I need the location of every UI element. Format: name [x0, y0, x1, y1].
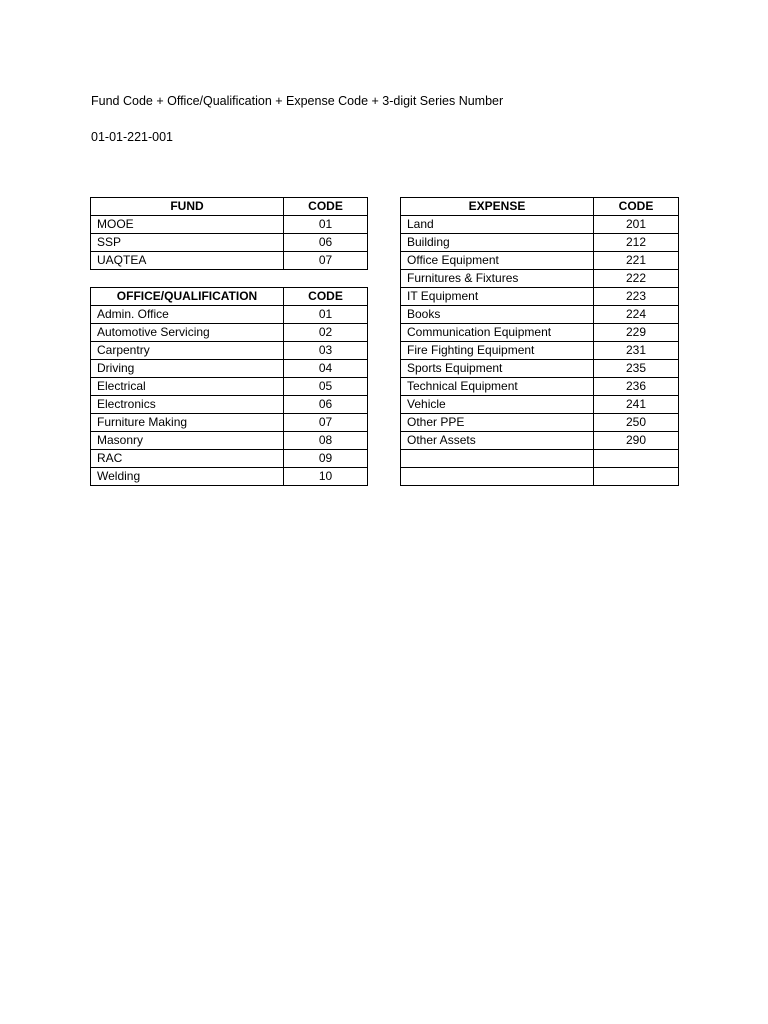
- office-code-cell: 10: [284, 468, 368, 486]
- column-header-expense: EXPENSE: [401, 198, 594, 216]
- expense-name-cell: Books: [401, 306, 594, 324]
- expense-name-cell: Fire Fighting Equipment: [401, 342, 594, 360]
- expense-name-cell: Other Assets: [401, 432, 594, 450]
- fund-name-cell: SSP: [91, 234, 284, 252]
- expense-code-cell: 212: [594, 234, 679, 252]
- expense-name-cell: Land: [401, 216, 594, 234]
- table-row: [401, 378, 679, 396]
- fund-code-cell: 01: [284, 216, 368, 234]
- fund-code-cell: 07: [284, 252, 368, 270]
- office-code-cell: 02: [284, 324, 368, 342]
- office-name-cell: Carpentry: [91, 342, 284, 360]
- fund-name-cell: MOOE: [91, 216, 284, 234]
- office-code-cell: 06: [284, 396, 368, 414]
- office-name-cell: Electronics: [91, 396, 284, 414]
- office-qualification-code-table: [90, 287, 368, 486]
- table-row: [401, 288, 679, 306]
- expense-name-cell: [401, 468, 594, 486]
- table-row: [401, 234, 679, 252]
- office-name-cell: Welding: [91, 468, 284, 486]
- column-header-code: CODE: [594, 198, 679, 216]
- expense-code-cell: 201: [594, 216, 679, 234]
- expense-name-cell: Furnitures & Fixtures: [401, 270, 594, 288]
- expense-name-cell: Communication Equipment: [401, 324, 594, 342]
- table-row: [91, 306, 368, 324]
- table-row: [91, 324, 368, 342]
- expense-code-cell: 236: [594, 378, 679, 396]
- expense-name-cell: Building: [401, 234, 594, 252]
- empty-table-row: [401, 450, 679, 468]
- expense-name-cell: Sports Equipment: [401, 360, 594, 378]
- table-header-row: [401, 198, 679, 216]
- table-header-row: [91, 288, 368, 306]
- expense-code-cell: 235: [594, 360, 679, 378]
- office-code-cell: 03: [284, 342, 368, 360]
- table-row: [91, 360, 368, 378]
- expense-code-cell: 241: [594, 396, 679, 414]
- office-code-cell: 05: [284, 378, 368, 396]
- expense-code-cell: [594, 450, 679, 468]
- table-row: [91, 468, 368, 486]
- office-code-cell: 01: [284, 306, 368, 324]
- expense-name-cell: IT Equipment: [401, 288, 594, 306]
- expense-name-cell: [401, 450, 594, 468]
- fund-name-cell: UAQTEA: [91, 252, 284, 270]
- office-name-cell: Admin. Office: [91, 306, 284, 324]
- table-row: [401, 270, 679, 288]
- column-header-code: CODE: [284, 288, 368, 306]
- empty-table-row: [401, 468, 679, 486]
- office-name-cell: Electrical: [91, 378, 284, 396]
- table-row: [401, 342, 679, 360]
- office-name-cell: Masonry: [91, 432, 284, 450]
- table-row: [401, 396, 679, 414]
- office-name-cell: RAC: [91, 450, 284, 468]
- fund-code-table: [90, 197, 368, 270]
- column-header-office-qualification: OFFICE/QUALIFICATION: [91, 288, 284, 306]
- table-row: [91, 432, 368, 450]
- office-name-cell: Driving: [91, 360, 284, 378]
- table-row: [401, 252, 679, 270]
- expense-name-cell: Technical Equipment: [401, 378, 594, 396]
- expense-code-cell: [594, 468, 679, 486]
- office-name-cell: Furniture Making: [91, 414, 284, 432]
- office-code-cell: 08: [284, 432, 368, 450]
- expense-code-cell: 224: [594, 306, 679, 324]
- office-name-cell: Automotive Servicing: [91, 324, 284, 342]
- office-code-cell: 09: [284, 450, 368, 468]
- table-row: [91, 252, 368, 270]
- expense-code-cell: 290: [594, 432, 679, 450]
- office-code-cell: 04: [284, 360, 368, 378]
- code-format-example: 01-01-221-001: [91, 130, 174, 144]
- table-row: [91, 414, 368, 432]
- table-row: [91, 396, 368, 414]
- table-row: [91, 342, 368, 360]
- table-header-row: [91, 198, 368, 216]
- table-row: [401, 306, 679, 324]
- table-row: [401, 414, 679, 432]
- table-row: [91, 450, 368, 468]
- expense-name-cell: Vehicle: [401, 396, 594, 414]
- code-format-formula: Fund Code + Office/Qualification + Expense Code + 3-digit Series Number: [91, 94, 504, 108]
- expense-code-cell: 229: [594, 324, 679, 342]
- expense-code-cell: 222: [594, 270, 679, 288]
- expense-name-cell: Office Equipment: [401, 252, 594, 270]
- table-row: [91, 216, 368, 234]
- table-row: [401, 324, 679, 342]
- table-row: [401, 432, 679, 450]
- expense-name-cell: Other PPE: [401, 414, 594, 432]
- table-row: [91, 378, 368, 396]
- expense-code-cell: 221: [594, 252, 679, 270]
- expense-code-cell: 250: [594, 414, 679, 432]
- table-row: [91, 234, 368, 252]
- column-header-fund: FUND: [91, 198, 284, 216]
- expense-code-table: [400, 197, 679, 486]
- column-header-code: CODE: [284, 198, 368, 216]
- fund-code-cell: 06: [284, 234, 368, 252]
- table-row: [401, 216, 679, 234]
- expense-code-cell: 223: [594, 288, 679, 306]
- expense-code-cell: 231: [594, 342, 679, 360]
- office-code-cell: 07: [284, 414, 368, 432]
- table-row: [401, 360, 679, 378]
